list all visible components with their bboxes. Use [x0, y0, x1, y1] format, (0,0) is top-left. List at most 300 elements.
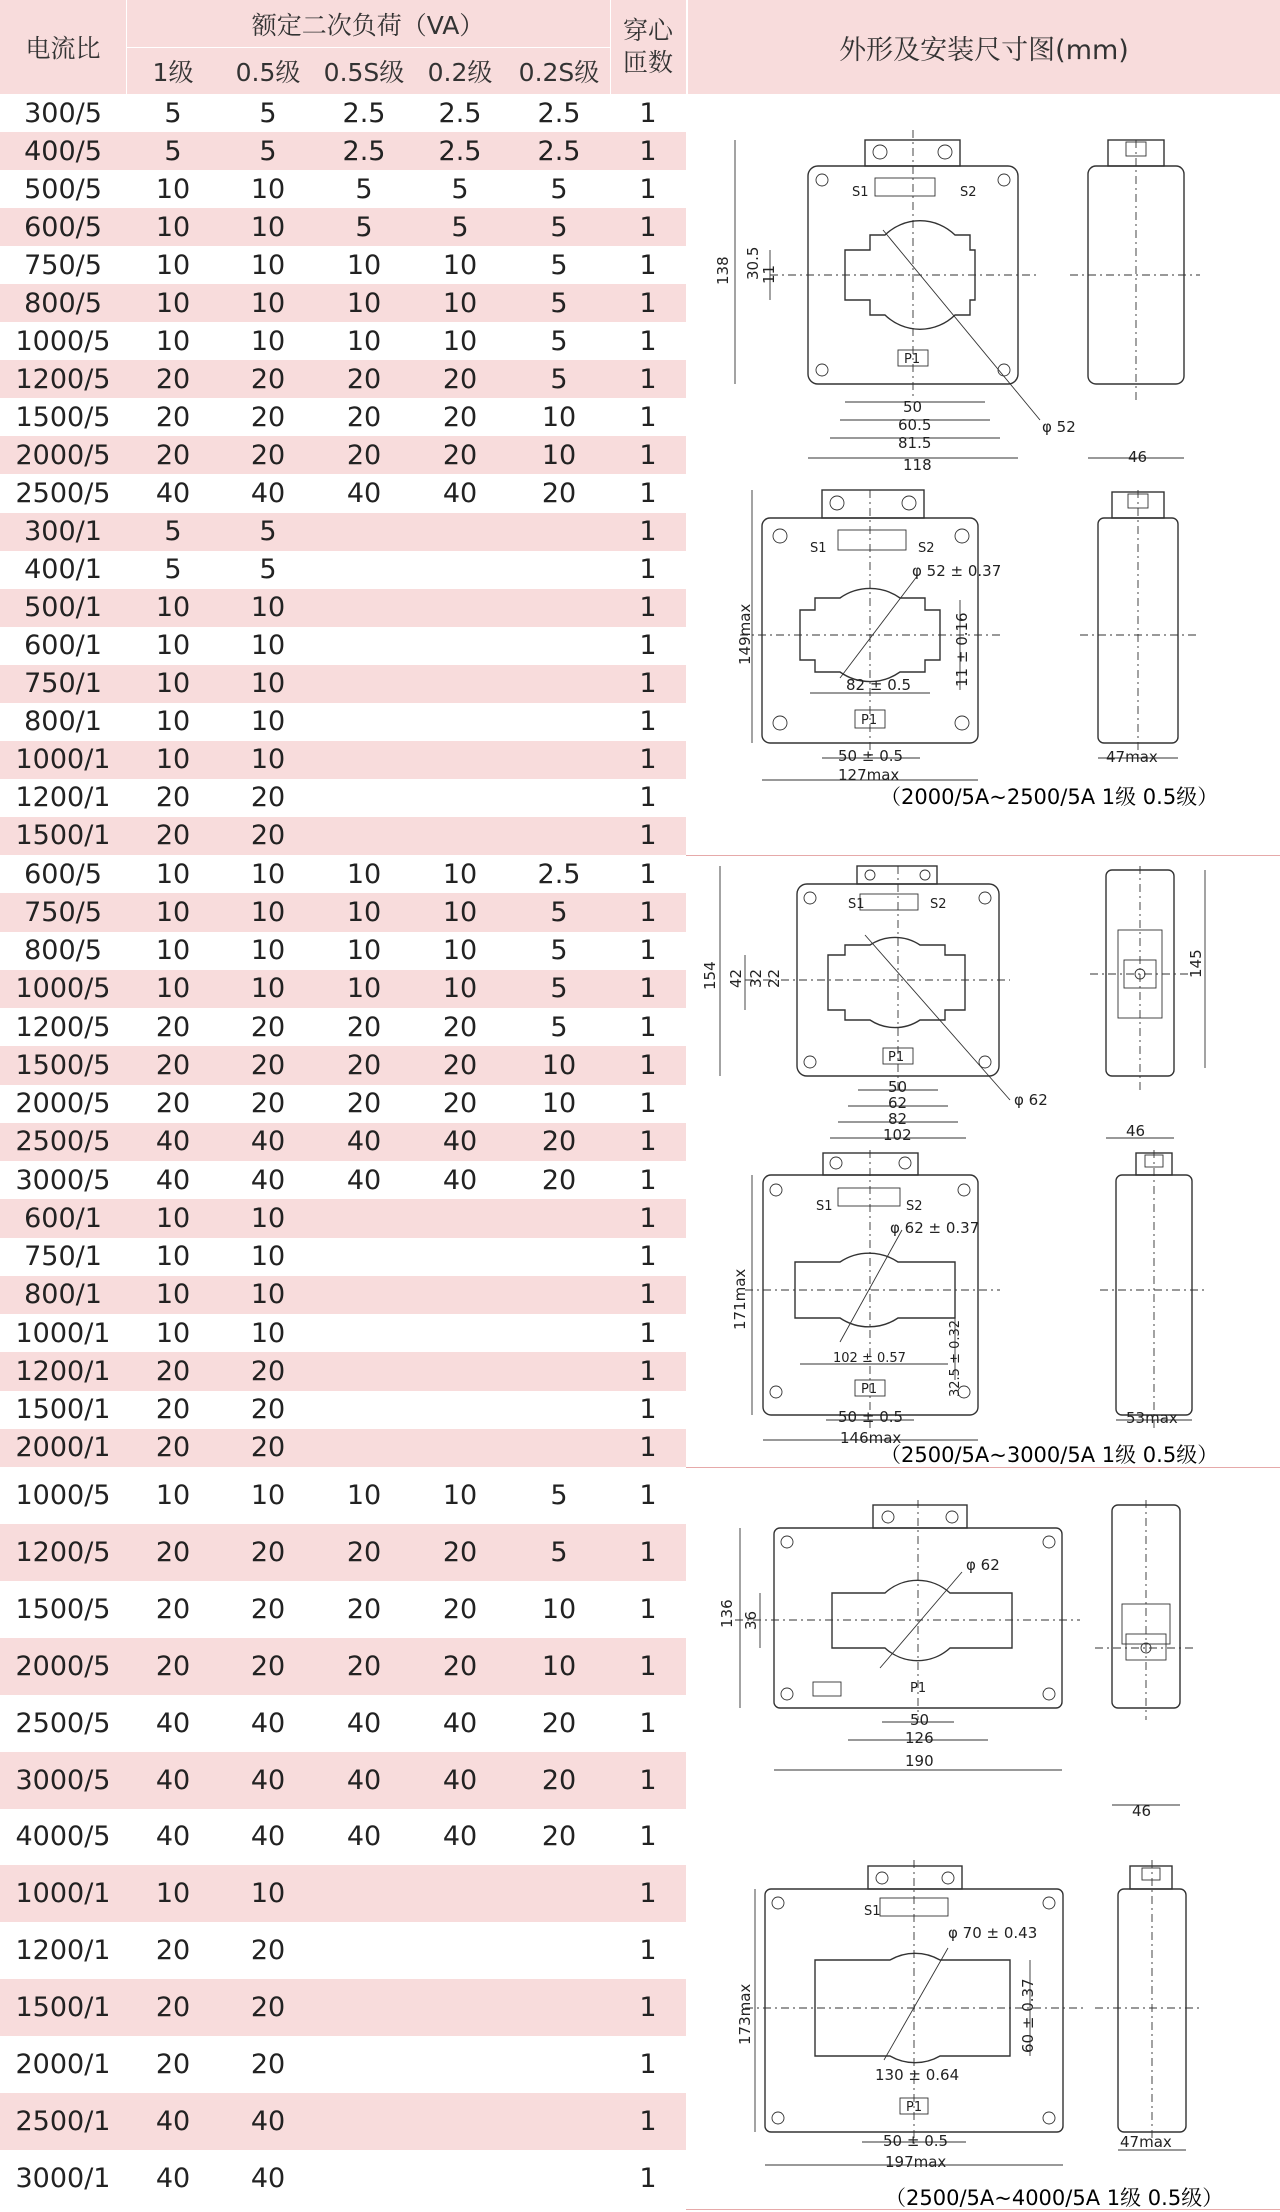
fig4-dim-phi: φ 62 ± 0.37 [890, 1219, 980, 1237]
cell-class-02s: 20 [541, 1821, 577, 1853]
fig6-caption: （2500/5A~4000/5A 1级 0.5级） [885, 2186, 1224, 2210]
cell-class-1: 10 [155, 744, 191, 776]
cell-class-1: 10 [155, 935, 191, 967]
figure-4-front [731, 1150, 1000, 1447]
cell-ratio: 2000/1 [15, 1432, 111, 1464]
fig2-caption: （2000/5A~2500/5A 1级 0.5级） [880, 785, 1219, 809]
cell-turns: 1 [639, 896, 657, 928]
cell-class-02: 10 [442, 325, 478, 357]
cell-class-1: 10 [155, 592, 191, 624]
cell-class-05: 10 [250, 592, 286, 624]
cell-ratio: 800/5 [24, 287, 102, 319]
figure-1-side [1070, 140, 1200, 466]
cell-turns: 1 [639, 287, 657, 319]
cell-ratio: 1000/1 [15, 744, 111, 776]
fig5-label-p1: P1 [910, 1681, 927, 1696]
fig1-dim-11: 11 [760, 264, 778, 284]
cell-class-05: 10 [250, 1479, 286, 1511]
cell-class-1: 10 [155, 858, 191, 890]
cell-class-05: 40 [250, 1707, 286, 1739]
cell-class-02s: 2.5 [537, 858, 581, 890]
cell-class-05: 10 [250, 325, 286, 357]
fig6-dim-130: 130 ± 0.64 [875, 2066, 960, 2084]
cell-class-05: 20 [250, 1432, 286, 1464]
cell-class-1: 10 [155, 1202, 191, 1234]
cell-class-05s: 10 [346, 249, 382, 281]
cell-class-1: 20 [155, 439, 191, 471]
cell-class-05: 20 [250, 1650, 286, 1682]
cell-turns: 1 [639, 1764, 657, 1796]
fig3-label-s1: S1 [848, 897, 865, 912]
fig4-label-s2: S2 [906, 1199, 923, 1214]
fig1-label-s1: S1 [852, 185, 869, 200]
cell-class-02: 40 [442, 1707, 478, 1739]
cell-ratio: 3000/5 [15, 1764, 111, 1796]
cell-class-05: 40 [250, 1764, 286, 1796]
cell-turns: 1 [639, 1536, 657, 1568]
cell-class-02: 20 [442, 1650, 478, 1682]
cell-class-1: 20 [155, 363, 191, 395]
cell-class-05: 20 [250, 1355, 286, 1387]
cell-class-02s: 5 [550, 973, 568, 1005]
cell-ratio: 750/1 [24, 1241, 102, 1273]
cell-class-02: 20 [442, 1536, 478, 1568]
cell-ratio: 1500/5 [15, 1593, 111, 1625]
cell-class-05: 10 [250, 1202, 286, 1234]
fig3-dim-102: 102 [883, 1126, 912, 1144]
cell-class-02: 40 [442, 1821, 478, 1853]
cell-turns: 1 [639, 1317, 657, 1349]
cell-ratio: 600/5 [24, 211, 102, 243]
cell-turns: 1 [639, 1164, 657, 1196]
cell-class-1: 10 [155, 1241, 191, 1273]
cell-class-02: 20 [442, 1593, 478, 1625]
cell-class-02: 10 [442, 287, 478, 319]
cell-class-05: 20 [250, 363, 286, 395]
cell-turns: 1 [639, 1011, 657, 1043]
cell-class-02: 40 [442, 478, 478, 510]
cell-ratio: 2500/5 [15, 478, 111, 510]
fig2-dim-47: 47max [1106, 748, 1158, 766]
cell-class-05s: 2.5 [342, 97, 386, 129]
cell-class-1: 10 [155, 706, 191, 738]
cell-turns: 1 [639, 706, 657, 738]
cell-turns: 1 [639, 173, 657, 205]
fig3-label-p1: P1 [888, 1050, 905, 1065]
cell-turns: 1 [639, 211, 657, 243]
cell-turns: 1 [639, 858, 657, 890]
cell-class-05: 20 [250, 782, 286, 814]
cell-class-02: 5 [451, 211, 469, 243]
cell-ratio: 600/1 [24, 1202, 102, 1234]
fig1-dim-60-5: 60.5 [898, 416, 932, 434]
cell-turns: 1 [639, 782, 657, 814]
cell-class-1: 10 [155, 211, 191, 243]
cell-class-05: 10 [250, 1878, 286, 1910]
fig3-dim-22: 22 [765, 968, 783, 988]
cell-class-05: 10 [250, 858, 286, 890]
cell-class-02: 20 [442, 363, 478, 395]
cell-turns: 1 [639, 1650, 657, 1682]
cell-class-02s: 2.5 [537, 135, 581, 167]
cell-ratio: 1000/1 [15, 1317, 111, 1349]
fig1-dim-window: 30.5 [744, 246, 762, 280]
cell-ratio: 2500/1 [15, 2106, 111, 2138]
cell-turns: 1 [639, 592, 657, 624]
cell-ratio: 4000/5 [15, 1821, 111, 1853]
cell-class-05: 20 [250, 1394, 286, 1426]
figure-3-side [1090, 866, 1205, 1140]
cell-ratio: 2000/1 [15, 2049, 111, 2081]
cell-ratio: 3000/1 [15, 2162, 111, 2194]
fig4-dim-32-5: 32.5 ± 0.32 [948, 1319, 963, 1397]
fig6-label-s1: S1 [864, 1904, 881, 1919]
cell-class-05s: 10 [346, 858, 382, 890]
cell-turns: 1 [639, 935, 657, 967]
cell-class-1: 10 [155, 173, 191, 205]
cell-turns: 1 [639, 630, 657, 662]
fig1-dim-height: 138 [714, 256, 732, 285]
fig6-dim-60: 60 ± 0.37 [1019, 1978, 1037, 2053]
cell-class-1: 10 [155, 249, 191, 281]
cell-class-05: 40 [250, 2106, 286, 2138]
figure-3-front [701, 866, 1048, 1144]
cell-turns: 1 [639, 1878, 657, 1910]
cell-class-02s: 20 [541, 478, 577, 510]
cell-class-1: 20 [155, 1394, 191, 1426]
cell-class-1: 40 [155, 2162, 191, 2194]
cell-class-02: 10 [442, 858, 478, 890]
cell-class-05: 10 [250, 744, 286, 776]
cell-class-05s: 10 [346, 935, 382, 967]
fig2-label-p1: P1 [861, 713, 878, 728]
cell-ratio: 1500/5 [15, 1049, 111, 1081]
fig2-dim-82: 82 ± 0.5 [846, 676, 912, 694]
cell-class-05: 10 [250, 706, 286, 738]
cell-class-1: 40 [155, 478, 191, 510]
cell-turns: 1 [639, 1394, 657, 1426]
cell-turns: 1 [639, 1432, 657, 1464]
cell-class-05: 5 [259, 97, 277, 129]
cell-class-1: 10 [155, 1317, 191, 1349]
fig2-label-s1: S1 [810, 541, 827, 556]
cell-ratio: 1500/1 [15, 1992, 111, 2024]
cell-ratio: 500/5 [24, 173, 102, 205]
cell-class-05s: 20 [346, 363, 382, 395]
cell-class-05s: 20 [346, 401, 382, 433]
fig5-dim-50: 50 [910, 1711, 930, 1729]
cell-class-05: 10 [250, 211, 286, 243]
fig4-label-p1: P1 [861, 1382, 878, 1397]
cell-class-02: 10 [442, 896, 478, 928]
cell-class-02s: 5 [550, 1479, 568, 1511]
cell-ratio: 500/1 [24, 592, 102, 624]
cell-class-1: 10 [155, 287, 191, 319]
cell-ratio: 750/5 [24, 249, 102, 281]
cell-class-02: 10 [442, 973, 478, 1005]
header-class-1: 1级 [152, 57, 194, 87]
cell-class-05s: 40 [346, 478, 382, 510]
cell-turns: 1 [639, 1479, 657, 1511]
cell-turns: 1 [639, 973, 657, 1005]
header-class-05s: 0.5S级 [323, 57, 405, 87]
cell-class-02: 10 [442, 935, 478, 967]
cell-class-05s: 40 [346, 1764, 382, 1796]
cell-class-1: 40 [155, 2106, 191, 2138]
cell-class-05: 40 [250, 2162, 286, 2194]
fig5-dim-136: 136 [718, 1599, 736, 1628]
cell-ratio: 2000/5 [15, 1088, 111, 1120]
cell-turns: 1 [639, 1707, 657, 1739]
header-rated-load: 额定二次负荷（VA） [251, 10, 485, 40]
cell-class-1: 10 [155, 1878, 191, 1910]
cell-turns: 1 [639, 1088, 657, 1120]
fig3-dim-82: 82 [888, 1110, 908, 1128]
cell-class-05: 40 [250, 1126, 286, 1158]
cell-class-05s: 5 [355, 173, 373, 205]
cell-class-05: 20 [250, 820, 286, 852]
figure-6-side [1095, 1860, 1200, 2151]
cell-class-1: 20 [155, 1011, 191, 1043]
cell-turns: 1 [639, 439, 657, 471]
figure-5-front [718, 1500, 1080, 1770]
cell-class-1: 20 [155, 1650, 191, 1682]
cell-class-05s: 10 [346, 1479, 382, 1511]
cell-class-05s: 10 [346, 896, 382, 928]
fig2-dim-height: 149max [736, 603, 754, 665]
cell-ratio: 800/1 [24, 1279, 102, 1311]
header-ratio: 电流比 [25, 34, 101, 63]
cell-class-1: 10 [155, 1279, 191, 1311]
cell-class-05: 10 [250, 1317, 286, 1349]
cell-class-05: 5 [259, 516, 277, 548]
fig2-dim-50: 50 ± 0.5 [838, 747, 904, 765]
fig4-dim-50: 50 ± 0.5 [838, 1408, 904, 1426]
cell-class-02: 20 [442, 401, 478, 433]
fig3-label-s2: S2 [930, 897, 947, 912]
header-class-02: 0.2级 [427, 57, 493, 87]
header-class-02s: 0.2S级 [518, 57, 600, 87]
cell-ratio: 300/1 [24, 516, 102, 548]
cell-class-1: 20 [155, 1992, 191, 2024]
cell-class-05: 10 [250, 249, 286, 281]
cell-ratio: 1000/5 [15, 973, 111, 1005]
fig4-dim-53: 53max [1126, 1409, 1178, 1427]
cell-turns: 1 [639, 249, 657, 281]
figure-4-side [1100, 1150, 1205, 1430]
cell-turns: 1 [639, 1279, 657, 1311]
cell-ratio: 1200/1 [15, 1935, 111, 1967]
figure-6-front [736, 1860, 1085, 2171]
cell-class-02s: 10 [541, 1593, 577, 1625]
cell-turns: 1 [639, 1355, 657, 1387]
cell-class-02s: 5 [550, 1536, 568, 1568]
cell-class-1: 10 [155, 1479, 191, 1511]
cell-class-05: 20 [250, 1935, 286, 1967]
cell-turns: 1 [639, 2162, 657, 2194]
cell-class-05: 10 [250, 935, 286, 967]
cell-class-02: 5 [451, 173, 469, 205]
cell-class-02s: 20 [541, 1126, 577, 1158]
cell-class-05: 20 [250, 1011, 286, 1043]
cell-class-05s: 40 [346, 1164, 382, 1196]
fig6-dim-47: 47max [1120, 2133, 1172, 2151]
cell-class-1: 5 [164, 135, 182, 167]
cell-class-05s: 2.5 [342, 135, 386, 167]
cell-turns: 1 [639, 516, 657, 548]
cell-class-1: 40 [155, 1707, 191, 1739]
cell-ratio: 1000/5 [15, 325, 111, 357]
fig3-dim-62: 62 [888, 1094, 908, 1112]
cell-class-02s: 20 [541, 1164, 577, 1196]
cell-class-05: 10 [250, 173, 286, 205]
figure-2-side [1080, 490, 1196, 766]
cell-class-02: 10 [442, 1479, 478, 1511]
cell-turns: 1 [639, 2049, 657, 2081]
cell-class-1: 20 [155, 1935, 191, 1967]
fig2-label-s2: S2 [918, 541, 935, 556]
cell-ratio: 3000/5 [15, 1164, 111, 1196]
cell-ratio: 1500/5 [15, 401, 111, 433]
cell-turns: 1 [639, 1241, 657, 1273]
fig3-dim-154: 154 [701, 961, 719, 990]
cell-turns: 1 [639, 1126, 657, 1158]
cell-class-02: 40 [442, 1164, 478, 1196]
cell-class-05s: 10 [346, 287, 382, 319]
figure-2-front [736, 490, 1001, 784]
cell-class-05s: 20 [346, 439, 382, 471]
cell-class-1: 10 [155, 325, 191, 357]
cell-class-1: 20 [155, 1432, 191, 1464]
cell-class-02s: 20 [541, 1764, 577, 1796]
cell-class-02s: 10 [541, 1049, 577, 1081]
cell-class-02: 20 [442, 1049, 478, 1081]
cell-ratio: 1500/1 [15, 1394, 111, 1426]
cell-class-1: 20 [155, 2049, 191, 2081]
figure-5-side [1095, 1500, 1195, 1820]
cell-ratio: 300/5 [24, 97, 102, 129]
cell-turns: 1 [639, 401, 657, 433]
cell-class-05s: 20 [346, 1650, 382, 1682]
drawing-title: 外形及安装尺寸图(mm) [839, 34, 1129, 66]
fig2-dim-127: 127max [838, 766, 900, 784]
cell-turns: 1 [639, 2106, 657, 2138]
cell-class-02: 40 [442, 1126, 478, 1158]
fig4-caption: （2500/5A~3000/5A 1级 0.5级） [880, 1443, 1219, 1467]
cell-class-02s: 5 [550, 173, 568, 205]
cell-class-05: 20 [250, 401, 286, 433]
cell-turns: 1 [639, 554, 657, 586]
fig3-dim-50: 50 [888, 1078, 908, 1096]
fig2-dim-11: 11 ± 0.16 [953, 612, 971, 687]
cell-class-1: 20 [155, 1088, 191, 1120]
fig1-dim-81-5: 81.5 [898, 434, 932, 452]
cell-class-05: 10 [250, 1241, 286, 1273]
cell-turns: 1 [639, 744, 657, 776]
cell-turns: 1 [639, 1049, 657, 1081]
cell-ratio: 800/1 [24, 706, 102, 738]
cell-ratio: 750/1 [24, 668, 102, 700]
cell-ratio: 1000/1 [15, 1878, 111, 1910]
cell-class-1: 20 [155, 1355, 191, 1387]
cell-ratio: 400/1 [24, 554, 102, 586]
cell-class-1: 20 [155, 401, 191, 433]
cell-turns: 1 [639, 668, 657, 700]
cell-ratio: 600/1 [24, 630, 102, 662]
cell-ratio: 2000/5 [15, 1650, 111, 1682]
header-class-05: 0.5级 [235, 57, 301, 87]
fig3-dim-145: 145 [1187, 949, 1205, 978]
cell-turns: 1 [639, 1992, 657, 2024]
cell-class-05: 40 [250, 1821, 286, 1853]
cell-class-1: 20 [155, 1049, 191, 1081]
cell-ratio: 400/5 [24, 135, 102, 167]
cell-turns: 1 [639, 325, 657, 357]
cell-class-1: 5 [164, 516, 182, 548]
cell-class-02s: 5 [550, 1011, 568, 1043]
cell-turns: 1 [639, 363, 657, 395]
cell-class-02s: 10 [541, 439, 577, 471]
cell-class-05s: 40 [346, 1707, 382, 1739]
fig5-dim-phi: φ 62 [966, 1556, 1000, 1574]
cell-class-05: 20 [250, 1992, 286, 2024]
fig3-dim-phi: φ 62 [1014, 1091, 1048, 1109]
fig1-label-p1: P1 [904, 352, 921, 367]
cell-ratio: 1200/5 [15, 1011, 111, 1043]
cell-class-1: 40 [155, 1126, 191, 1158]
cell-class-05: 20 [250, 1049, 286, 1081]
cell-class-02s: 10 [541, 401, 577, 433]
cell-turns: 1 [639, 97, 657, 129]
fig4-dim-102: 102 ± 0.57 [833, 1351, 906, 1366]
cell-turns: 1 [639, 478, 657, 510]
cell-class-05s: 20 [346, 1049, 382, 1081]
cell-class-1: 40 [155, 1821, 191, 1853]
cell-class-05s: 10 [346, 325, 382, 357]
cell-class-02: 2.5 [438, 135, 482, 167]
cell-class-1: 5 [164, 97, 182, 129]
cell-class-05s: 10 [346, 973, 382, 1005]
cell-class-1: 10 [155, 668, 191, 700]
cell-class-02s: 5 [550, 363, 568, 395]
cell-turns: 1 [639, 1821, 657, 1853]
cell-class-1: 10 [155, 630, 191, 662]
cell-ratio: 1500/1 [15, 820, 111, 852]
figure-1-front [714, 130, 1076, 474]
cell-ratio: 1200/5 [15, 363, 111, 395]
cell-class-1: 20 [155, 782, 191, 814]
cell-class-1: 40 [155, 1164, 191, 1196]
cell-class-05: 10 [250, 287, 286, 319]
fig3-dim-42: 42 [727, 968, 745, 988]
fig6-dim-phi: φ 70 ± 0.43 [948, 1924, 1038, 1942]
fig1-dim-50: 50 [903, 398, 923, 416]
cell-class-02s: 10 [541, 1088, 577, 1120]
cell-class-05: 10 [250, 668, 286, 700]
fig5-dim-190: 190 [905, 1752, 934, 1770]
fig3-dim-46: 46 [1126, 1122, 1146, 1140]
cell-class-05: 40 [250, 478, 286, 510]
cell-class-05s: 20 [346, 1536, 382, 1568]
cell-class-02s: 10 [541, 1650, 577, 1682]
cell-class-05s: 40 [346, 1821, 382, 1853]
cell-ratio: 1000/5 [15, 1479, 111, 1511]
cell-turns: 1 [639, 820, 657, 852]
cell-ratio: 2500/5 [15, 1126, 111, 1158]
fig4-label-s1: S1 [816, 1199, 833, 1214]
cell-class-05: 5 [259, 135, 277, 167]
cell-class-05: 10 [250, 1279, 286, 1311]
